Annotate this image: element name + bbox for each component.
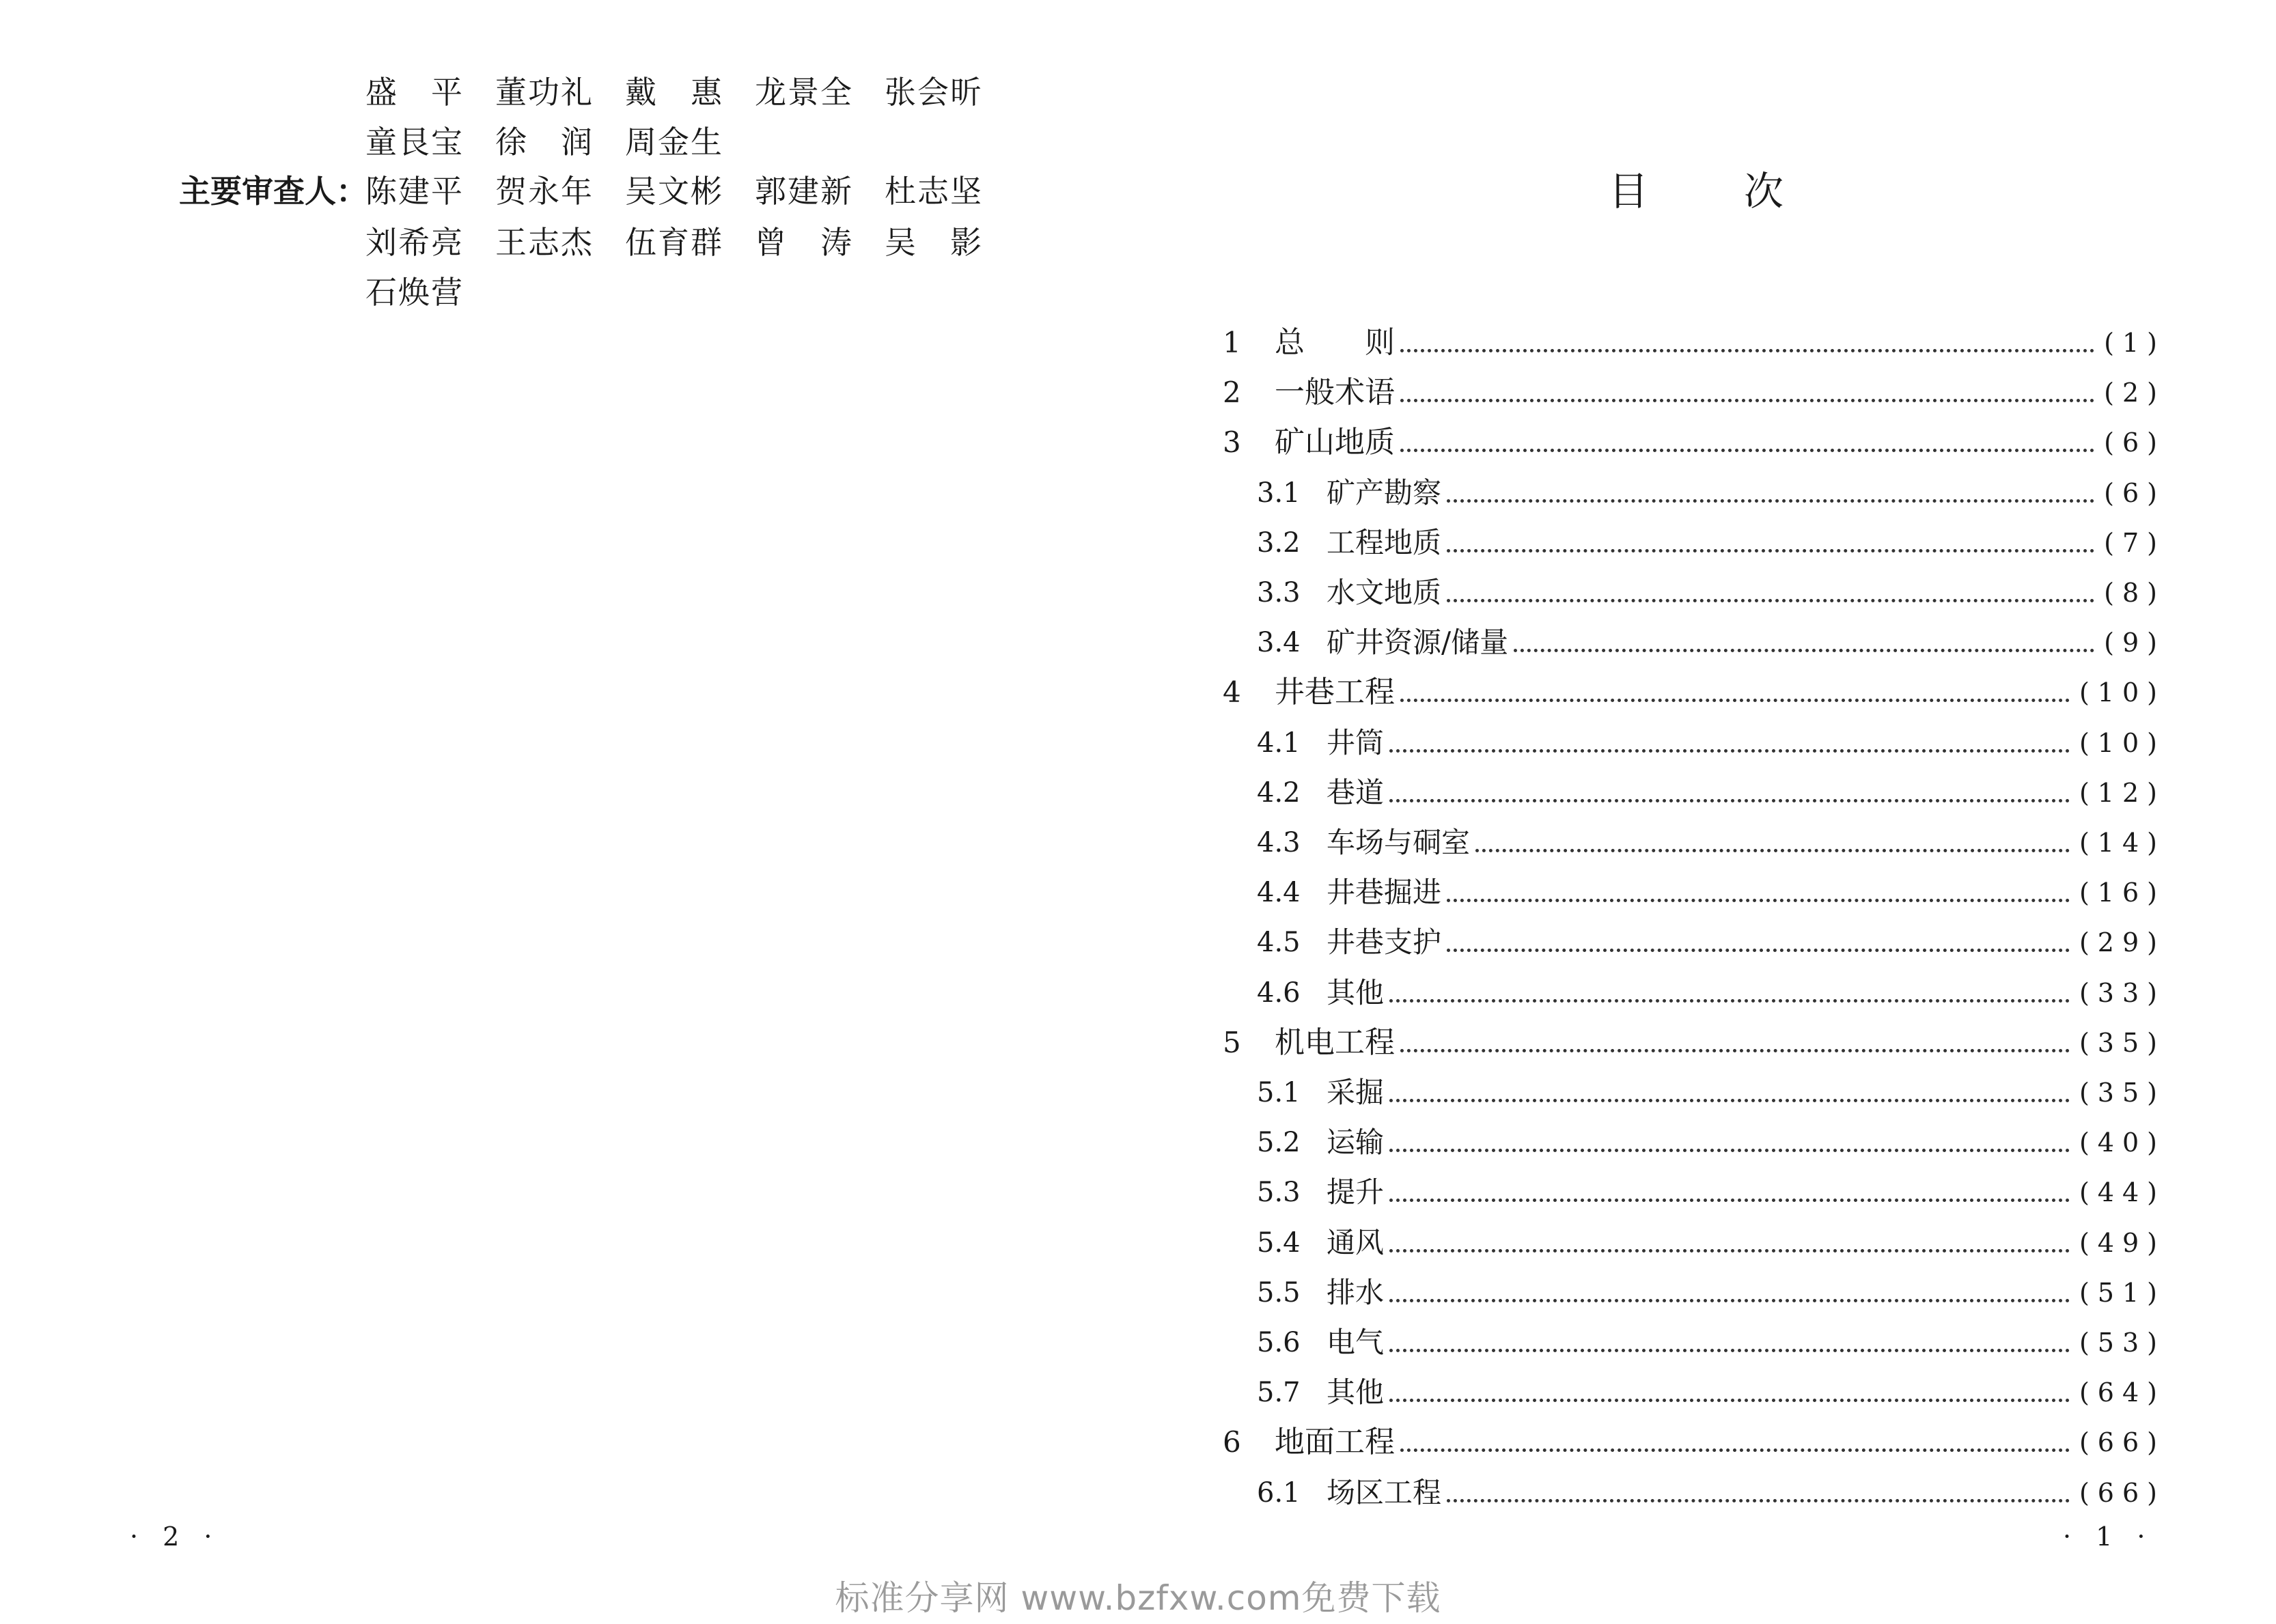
toc-entry-page: (49) [2079, 1228, 2165, 1258]
toc-entry [1223, 968, 2165, 1018]
toc-entry-number: 3.2 [1257, 527, 1301, 559]
name: 贺永年 [495, 173, 594, 210]
toc-leader-dots [1400, 349, 2094, 352]
name: 周金生 [625, 124, 723, 160]
name: 徐 润 [495, 124, 594, 160]
toc-entry-title: 矿井资源/储量 [1327, 626, 1509, 659]
toc-leader-dots [1400, 699, 2070, 702]
name: 王志杰 [495, 224, 594, 261]
name: 陈建平 [365, 173, 464, 210]
toc-entry [1223, 1417, 2165, 1468]
toc-entry-number: 4.4 [1257, 877, 1301, 908]
toc-entry-page: (2) [2104, 378, 2165, 408]
toc-entry-number: 4.2 [1257, 777, 1301, 809]
toc-entry-number: 5.1 [1257, 1077, 1301, 1108]
toc-entry [1223, 617, 2165, 668]
toc-leader-dots [1389, 749, 2070, 753]
toc-entry-number: 3 [1223, 425, 1241, 459]
toc-entry-number: 5.7 [1257, 1377, 1301, 1408]
toc-entry-title: 场区工程 [1327, 1476, 1442, 1509]
toc-leader-dots [1389, 1199, 2070, 1202]
toc-entry-page: (10) [2079, 728, 2165, 758]
toc-entry-title: 巷道 [1327, 776, 1385, 809]
toc-leader-dots [1389, 999, 2070, 1003]
toc-entry-title: 采掘 [1327, 1076, 1385, 1109]
toc-entry-number: 4.5 [1257, 927, 1301, 958]
toc-entry [1223, 768, 2165, 818]
toc-leader-dots [1400, 1448, 2070, 1452]
name: 吴文彬 [625, 173, 723, 210]
toc-entry-title: 提升 [1327, 1175, 1385, 1209]
toc-entry-number: 3.1 [1257, 477, 1301, 509]
name: 伍育群 [625, 224, 723, 261]
toc-entry-number: 5 [1223, 1026, 1241, 1059]
toc-entry-number: 2 [1223, 376, 1241, 409]
toc-entry-title: 其他 [1327, 976, 1385, 1009]
toc-leader-dots [1389, 1299, 2070, 1302]
toc-entry [1223, 518, 2165, 568]
page-number-left: · 2 · [130, 1522, 221, 1552]
name: 杜志坚 [885, 173, 983, 210]
toc-entry-title: 总 则 [1275, 325, 1395, 360]
toc-entry-title: 地面工程 [1275, 1425, 1395, 1459]
page-number-right: · 1 · [2063, 1522, 2154, 1552]
name: 盛 平 [365, 74, 464, 111]
toc-entry-page: (14) [2079, 828, 2165, 858]
name: 童艮宝 [365, 124, 464, 160]
toc-entry-page: (33) [2079, 978, 2165, 1008]
toc-entry-title: 井巷工程 [1275, 675, 1395, 710]
name: 郭建新 [755, 173, 853, 210]
toc-entry-page: (6) [2104, 478, 2165, 508]
toc-entry-page: (10) [2079, 677, 2165, 708]
toc-leader-dots [1389, 1349, 2070, 1352]
toc-entry-title: 通风 [1327, 1226, 1385, 1259]
toc-title: 目次 [1609, 168, 1880, 214]
toc-entry-title: 电气 [1327, 1326, 1385, 1359]
name: 刘希亮 [365, 224, 464, 261]
toc-entry [1223, 1268, 2165, 1318]
toc-entry [1223, 1218, 2165, 1268]
toc-entry-title: 井巷掘进 [1327, 876, 1442, 909]
toc-entry [1223, 1367, 2165, 1418]
toc-entry-number: 4.1 [1257, 727, 1301, 759]
toc-leader-dots [1400, 1049, 2070, 1052]
name: 张会昕 [885, 74, 983, 111]
toc-entry-number: 5.5 [1257, 1277, 1301, 1308]
toc-entry-page: (53) [2079, 1328, 2165, 1358]
name: 戴 惠 [625, 74, 723, 111]
name: 石焕营 [365, 274, 464, 311]
toc-entry-page: (16) [2079, 878, 2165, 908]
toc-entry [1223, 367, 2165, 418]
toc-entry-page: (35) [2079, 1028, 2165, 1058]
toc-entry-title: 井巷支护 [1327, 925, 1442, 959]
toc-entry [1223, 1117, 2165, 1168]
toc-entry [1223, 1468, 2165, 1518]
toc-entry-title: 运输 [1327, 1125, 1385, 1159]
toc-entry [1223, 667, 2165, 718]
watermark: 标准分享网 www.bzfxw.com免费下载 [835, 1578, 1441, 1618]
toc-entry-page: (1) [2104, 328, 2165, 358]
toc-entry [1223, 1167, 2165, 1218]
review-label: 主要审查人： [179, 173, 367, 210]
toc-entry-page: (64) [2079, 1377, 2165, 1408]
toc-entry-page: (12) [2079, 778, 2165, 808]
toc-entry-number: 6.1 [1257, 1477, 1301, 1509]
toc-entry [1223, 417, 2165, 468]
toc-entry [1223, 867, 2165, 918]
toc-entry-number: 4.3 [1257, 827, 1301, 858]
toc-entry-title: 矿产勘察 [1327, 476, 1442, 509]
toc-entry-number: 3.3 [1257, 577, 1301, 608]
toc-leader-dots [1447, 499, 2094, 503]
toc-entry-title: 其他 [1327, 1375, 1385, 1409]
toc-entry [1223, 318, 2165, 368]
toc-entry-number: 3.4 [1257, 627, 1301, 658]
toc-entry-number: 5.4 [1257, 1227, 1301, 1259]
toc-entry-number: 5.2 [1257, 1127, 1301, 1158]
name: 吴 影 [885, 224, 983, 261]
toc-entry-title: 车场与硐室 [1327, 826, 1471, 859]
toc-entry-page: (40) [2079, 1128, 2165, 1158]
toc-entry-title: 矿山地质 [1275, 425, 1395, 460]
name: 董功礼 [495, 74, 594, 111]
toc-entry-number: 1 [1223, 326, 1241, 359]
toc-entry-title: 排水 [1327, 1276, 1385, 1309]
toc-entry-number: 4 [1223, 675, 1241, 709]
toc-entry-page: (29) [2079, 927, 2165, 957]
toc-entry-page: (51) [2079, 1278, 2165, 1308]
toc-entry [1223, 568, 2165, 618]
toc-entry-page: (66) [2079, 1427, 2165, 1457]
toc-leader-dots [1447, 1499, 2070, 1502]
toc-entry [1223, 1067, 2165, 1118]
toc-entry-page: (66) [2079, 1478, 2165, 1508]
toc-leader-dots [1447, 599, 2094, 602]
toc-entry [1223, 468, 2165, 518]
toc-entry-page: (7) [2104, 528, 2165, 558]
toc-entry [1223, 1018, 2165, 1068]
toc-leader-dots [1447, 549, 2094, 552]
toc-entry-title: 一般术语 [1275, 375, 1395, 410]
toc-leader-dots [1389, 1249, 2070, 1252]
toc-leader-dots [1389, 1149, 2070, 1152]
toc-entry [1223, 817, 2165, 868]
toc-entry-page: (44) [2079, 1177, 2165, 1207]
toc-entry [1223, 718, 2165, 768]
toc-entry [1223, 917, 2165, 968]
toc-leader-dots [1475, 849, 2070, 852]
toc-entry [1223, 1317, 2165, 1368]
toc-leader-dots [1514, 649, 2094, 652]
toc-leader-dots [1447, 949, 2070, 952]
toc-leader-dots [1400, 449, 2094, 452]
name: 龙景全 [755, 74, 853, 111]
toc-entry-title: 水文地质 [1327, 576, 1442, 609]
toc-entry-number: 4.6 [1257, 977, 1301, 1009]
toc-entry-number: 6 [1223, 1425, 1241, 1459]
toc-entry-title: 井筒 [1327, 726, 1385, 759]
toc-entry-title: 工程地质 [1327, 526, 1442, 559]
toc-entry-page: (6) [2104, 428, 2165, 458]
toc-entry-number: 5.3 [1257, 1177, 1301, 1208]
toc-entry-title: 机电工程 [1275, 1025, 1395, 1060]
toc-leader-dots [1400, 399, 2094, 402]
toc-entry-page: (8) [2104, 578, 2165, 608]
toc-entry-number: 5.6 [1257, 1327, 1301, 1358]
toc-entry-page: (9) [2104, 628, 2165, 658]
toc-leader-dots [1389, 799, 2070, 802]
name: 曾 涛 [755, 224, 853, 261]
toc-leader-dots [1389, 1399, 2070, 1402]
toc-leader-dots [1447, 899, 2070, 902]
toc-leader-dots [1389, 1099, 2070, 1102]
toc-entry-page: (35) [2079, 1078, 2165, 1108]
